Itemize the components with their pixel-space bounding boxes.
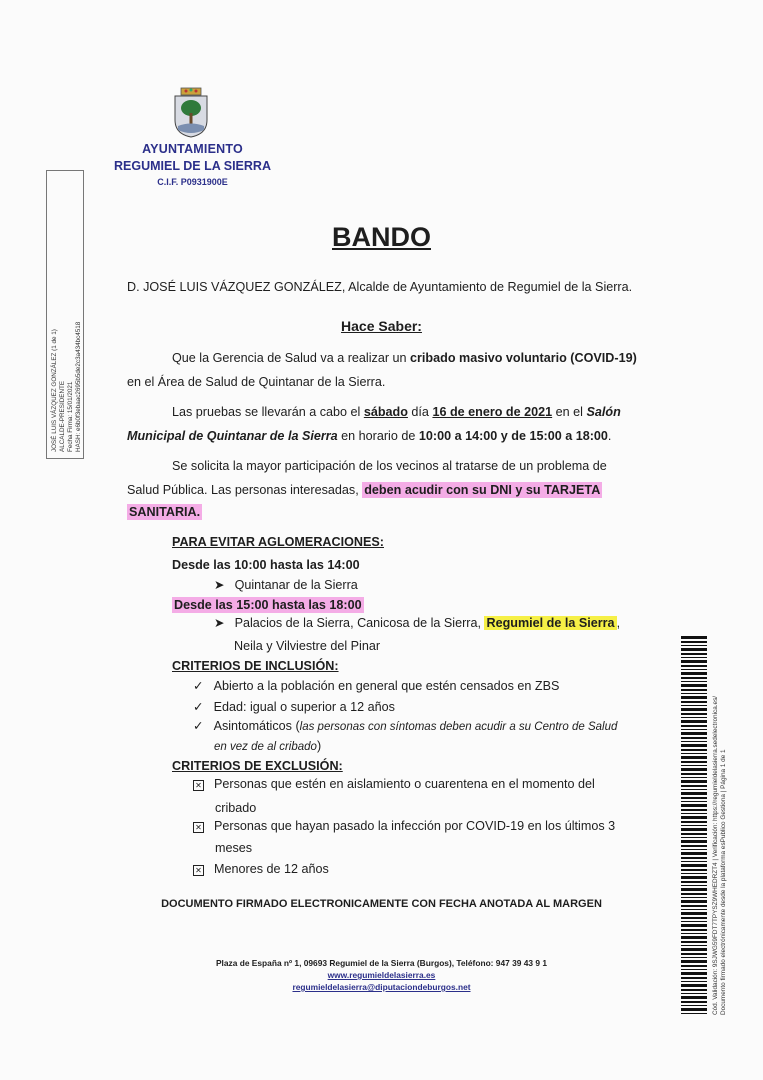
barcode-bar bbox=[681, 660, 707, 663]
barcode-bar bbox=[681, 960, 707, 963]
barcode-bar bbox=[681, 744, 707, 747]
check-icon: ✓ bbox=[193, 700, 204, 714]
exclusion-item2 bbox=[193, 814, 615, 838]
hace-saber-heading: Hace Saber: bbox=[341, 318, 422, 334]
barcode-bar bbox=[681, 857, 707, 859]
barcode-bar bbox=[681, 881, 707, 883]
barcode-bar bbox=[681, 809, 707, 811]
para3-highlight-b: SANITARIA. bbox=[129, 505, 201, 519]
exclusion-item1-text: Personas que estén en aislamiento o cuarentena en el momento del bbox=[214, 777, 595, 791]
barcode-bar bbox=[681, 773, 707, 775]
inclusion-heading: CRITERIOS DE INCLUSIÓN: bbox=[172, 659, 339, 673]
barcode-bar bbox=[681, 953, 707, 955]
barcode-bar bbox=[681, 653, 707, 655]
inclusion-item3-text-d: ) bbox=[316, 739, 322, 753]
barcode-bar bbox=[681, 852, 707, 855]
schedule-slot1-label: Desde las 10:00 hasta las 14:00 bbox=[172, 558, 360, 572]
slot2-places-a: Palacios de la Sierra, Canicosa de la Sierra, bbox=[234, 616, 485, 630]
barcode-bar bbox=[681, 753, 707, 754]
schedule-heading: PARA EVITAR AGLOMERACIONES: bbox=[172, 535, 384, 549]
barcode-bar bbox=[681, 657, 707, 658]
para3-line3 bbox=[127, 500, 202, 524]
barcode-bar bbox=[681, 732, 707, 735]
barcode-bar bbox=[681, 917, 707, 919]
exclusion-item3 bbox=[193, 857, 329, 881]
barcode-bar bbox=[681, 873, 707, 874]
barcode-bar bbox=[681, 756, 707, 759]
schedule-slot2-places-line2: Neila y Vilviestre del Pinar bbox=[234, 639, 381, 653]
barcode-bar bbox=[681, 645, 707, 646]
signature-line4: HASH: e6b0f3ebaac2695b5de2c3a434bc4518 bbox=[75, 321, 82, 452]
exclusion-item3-text: Menores de 12 años bbox=[214, 862, 329, 876]
para2-line2 bbox=[127, 424, 611, 448]
barcode-bar bbox=[681, 996, 707, 999]
barcode-bar bbox=[681, 1008, 707, 1011]
para3-line2 bbox=[127, 478, 602, 502]
para2-date: 16 de enero de 2021 bbox=[432, 405, 553, 419]
inclusion-item3-text-a: Asintomáticos ( bbox=[213, 719, 300, 733]
barcode-bar bbox=[681, 717, 707, 718]
barcode-bar bbox=[681, 669, 707, 670]
barcode-bar bbox=[681, 849, 707, 850]
barcode-bar bbox=[681, 641, 707, 643]
barcode-bar bbox=[681, 984, 707, 987]
para1-text-c: (COVID-19) bbox=[566, 351, 637, 365]
org-name-line2: REGUMIEL DE LA SIERRA bbox=[114, 159, 271, 173]
barcode-bar bbox=[681, 933, 707, 934]
para2-hours: 10:00 a 14:00 y de 15:00 a 18:00 bbox=[418, 429, 608, 443]
para1-text-b: cribado masivo voluntario bbox=[410, 351, 567, 365]
barcode-bar bbox=[681, 681, 707, 682]
org-name-line1: AYUNTAMIENTO bbox=[142, 142, 243, 156]
barcode-bar bbox=[681, 672, 707, 675]
barcode-bar bbox=[681, 869, 707, 871]
signed-note: DOCUMENTO FIRMADO ELECTRONICAMENTE CON FECHA ANOTADA AL MARGEN bbox=[161, 898, 602, 910]
para3-highlight-a: deben acudir con su DNI y su TARJETA bbox=[364, 483, 601, 497]
organization-header bbox=[100, 142, 285, 187]
barcode-bar bbox=[681, 897, 707, 898]
para3-text-b: Salud Pública. Las personas interesadas, bbox=[127, 483, 363, 497]
signature-line2: ALCALDE-PRESIDENTE bbox=[59, 380, 66, 452]
barcode-bar bbox=[681, 713, 707, 715]
barcode-bar bbox=[681, 816, 707, 819]
barcode-bar bbox=[681, 708, 707, 711]
verification-line1: Cód. Validación: 9SJWG59FDT7TPYSZ9WHEDRZT4 | Verificación: https://regumieldelasierra.sedelectronica.es/ bbox=[712, 695, 719, 1015]
signature-line3: Fecha Firma: 15/01/2021 bbox=[67, 381, 74, 452]
slot2-label-text: Desde las 15:00 hasta las 18:00 bbox=[174, 598, 362, 612]
barcode-bar bbox=[681, 909, 707, 910]
barcode-bar bbox=[681, 888, 707, 891]
barcode-bar bbox=[681, 833, 707, 835]
barcode-bar bbox=[681, 684, 707, 687]
para2-text-e: en el bbox=[552, 405, 587, 419]
intro-paragraph: D. JOSÉ LUIS VÁZQUEZ GONZÁLEZ, Alcalde de Ayuntamiento de Regumiel de la Sierra. bbox=[127, 280, 633, 294]
para2-text-c: día bbox=[407, 405, 433, 419]
inclusion-item1-text: Abierto a la población en general que estén censados en ZBS bbox=[213, 679, 560, 693]
x-box-icon: ✕ bbox=[193, 780, 204, 791]
signature-line1: JOSÉ LUIS VÁZQUEZ GONZÁLEZ (1 de 1) bbox=[51, 329, 58, 452]
arrow-bullet-icon: ➤ bbox=[214, 616, 225, 630]
barcode-bar bbox=[681, 989, 707, 991]
x-box-icon: ✕ bbox=[193, 865, 204, 876]
exclusion-item1-line2: cribado bbox=[215, 801, 257, 815]
barcode-bar bbox=[681, 821, 707, 823]
footer-web-link[interactable]: www.regumieldelasierra.es bbox=[327, 970, 436, 980]
barcode-bar bbox=[681, 761, 707, 763]
barcode-bar bbox=[681, 636, 707, 639]
barcode-bar bbox=[681, 893, 707, 895]
barcode-bar bbox=[681, 792, 707, 795]
barcode-bar bbox=[681, 969, 707, 970]
inclusion-item3-note: las personas con síntomas deben acudir a su Centro de Salud bbox=[299, 721, 618, 733]
schedule-slot2-places bbox=[214, 611, 620, 635]
barcode-bar bbox=[681, 705, 707, 706]
para2-text-a: Las pruebas se llevarán a cabo el bbox=[172, 405, 364, 419]
barcode-bar bbox=[681, 677, 707, 679]
barcode-bar bbox=[681, 785, 707, 787]
barcode-bar bbox=[681, 861, 707, 862]
barcode-bar bbox=[681, 765, 707, 766]
barcode-bar bbox=[681, 900, 707, 903]
exclusion-item1 bbox=[193, 772, 595, 796]
barcode-bar bbox=[681, 696, 707, 699]
barcode-bar bbox=[681, 924, 707, 927]
barcode-bar bbox=[681, 864, 707, 867]
barcode-bar bbox=[681, 885, 707, 886]
barcode-bar bbox=[681, 972, 707, 975]
para3-line1: Se solicita la mayor participación de los vecinos al tratarse de un problema de bbox=[172, 459, 607, 473]
barcode-bar bbox=[681, 689, 707, 691]
exclusion-heading: CRITERIOS DE EXCLUSIÓN: bbox=[172, 759, 343, 773]
barcode-bar bbox=[681, 912, 707, 915]
check-icon: ✓ bbox=[193, 719, 204, 733]
inclusion-item3-note-b: en vez de al cribado bbox=[214, 741, 317, 753]
check-icon: ✓ bbox=[193, 679, 204, 693]
barcode-bar bbox=[681, 948, 707, 951]
barcode-bar bbox=[681, 780, 707, 783]
org-cif: C.I.F. P0931900E bbox=[157, 177, 228, 187]
barcode-bar bbox=[681, 825, 707, 826]
barcode-bar bbox=[681, 801, 707, 802]
barcode-bar bbox=[681, 1001, 707, 1003]
arrow-bullet-icon: ➤ bbox=[214, 578, 225, 592]
para2-text-j: . bbox=[607, 429, 612, 443]
exclusion-item2-text: Personas que hayan pasado la infección por COVID-19 en los últimos 3 bbox=[214, 819, 616, 833]
slot2-places-highlight: Regumiel de la Sierra bbox=[486, 616, 615, 630]
barcode-bar bbox=[681, 665, 707, 667]
barcode-bar bbox=[681, 977, 707, 979]
barcode-bar bbox=[681, 1005, 707, 1006]
barcode-bar bbox=[681, 797, 707, 799]
barcode-bar bbox=[681, 813, 707, 814]
barcode-bar bbox=[681, 729, 707, 730]
document-title: BANDO bbox=[332, 222, 431, 252]
footer-email-link[interactable]: regumieldelasierra@diputaciondeburgos.net bbox=[292, 982, 471, 992]
exclusion-item2-line2: meses bbox=[215, 841, 253, 855]
para2-text-h: en horario de bbox=[337, 429, 419, 443]
barcode-bar bbox=[681, 804, 707, 807]
barcode-bar bbox=[681, 737, 707, 739]
barcode-bar bbox=[681, 648, 707, 651]
barcode-bar bbox=[681, 929, 707, 931]
barcode-bar bbox=[681, 837, 707, 838]
verification-line2: Documento firmado electrónicamente desde la plataforma esPublico Gestiona | Página 1 de 1 bbox=[720, 749, 727, 1015]
para2-venue-a: Salón bbox=[586, 405, 621, 419]
para1-text-a: Que la Gerencia de Salud va a realizar un bbox=[172, 351, 411, 365]
barcode bbox=[681, 636, 707, 1014]
para2-date-day: sábado bbox=[363, 405, 408, 419]
barcode-bar bbox=[681, 905, 707, 907]
barcode-bar bbox=[681, 876, 707, 879]
municipal-crest-icon bbox=[172, 86, 210, 138]
barcode-bar bbox=[681, 789, 707, 790]
barcode-bar bbox=[681, 921, 707, 922]
barcode-bar bbox=[681, 828, 707, 831]
para1-line2: en el Área de Salud de Quintanar de la Sierra. bbox=[127, 375, 386, 389]
barcode-bar bbox=[681, 845, 707, 847]
barcode-bar bbox=[681, 777, 707, 778]
barcode-bar bbox=[681, 1013, 707, 1014]
barcode-bar bbox=[681, 720, 707, 723]
slot2-places-c: , bbox=[616, 616, 621, 630]
inclusion-item2-text: Edad: igual o superior a 12 años bbox=[213, 700, 395, 714]
para1-line1 bbox=[172, 346, 637, 370]
footer-address: Plaza de España nº 1, 09693 Regumiel de la Sierra (Burgos), Teléfono: 947 39 43 9 1 bbox=[215, 958, 548, 968]
barcode-bar bbox=[681, 693, 707, 694]
barcode-bar bbox=[681, 993, 707, 994]
barcode-bar bbox=[681, 749, 707, 751]
barcode-bar bbox=[681, 840, 707, 843]
barcode-bar bbox=[681, 941, 707, 943]
barcode-bar bbox=[681, 957, 707, 958]
barcode-bar bbox=[681, 965, 707, 967]
barcode-bar bbox=[681, 725, 707, 727]
barcode-bar bbox=[681, 741, 707, 742]
para2-venue-b: Municipal de Quintanar de la Sierra bbox=[127, 429, 338, 443]
barcode-bar bbox=[681, 768, 707, 771]
barcode-bar bbox=[681, 945, 707, 946]
verification-block bbox=[712, 640, 734, 1015]
slot1-places-text: Quintanar de la Sierra bbox=[234, 578, 358, 592]
barcode-bar bbox=[681, 936, 707, 939]
x-box-icon: ✕ bbox=[193, 822, 204, 833]
para2-line1 bbox=[172, 400, 621, 424]
barcode-bar bbox=[681, 701, 707, 703]
barcode-bar bbox=[681, 981, 707, 982]
